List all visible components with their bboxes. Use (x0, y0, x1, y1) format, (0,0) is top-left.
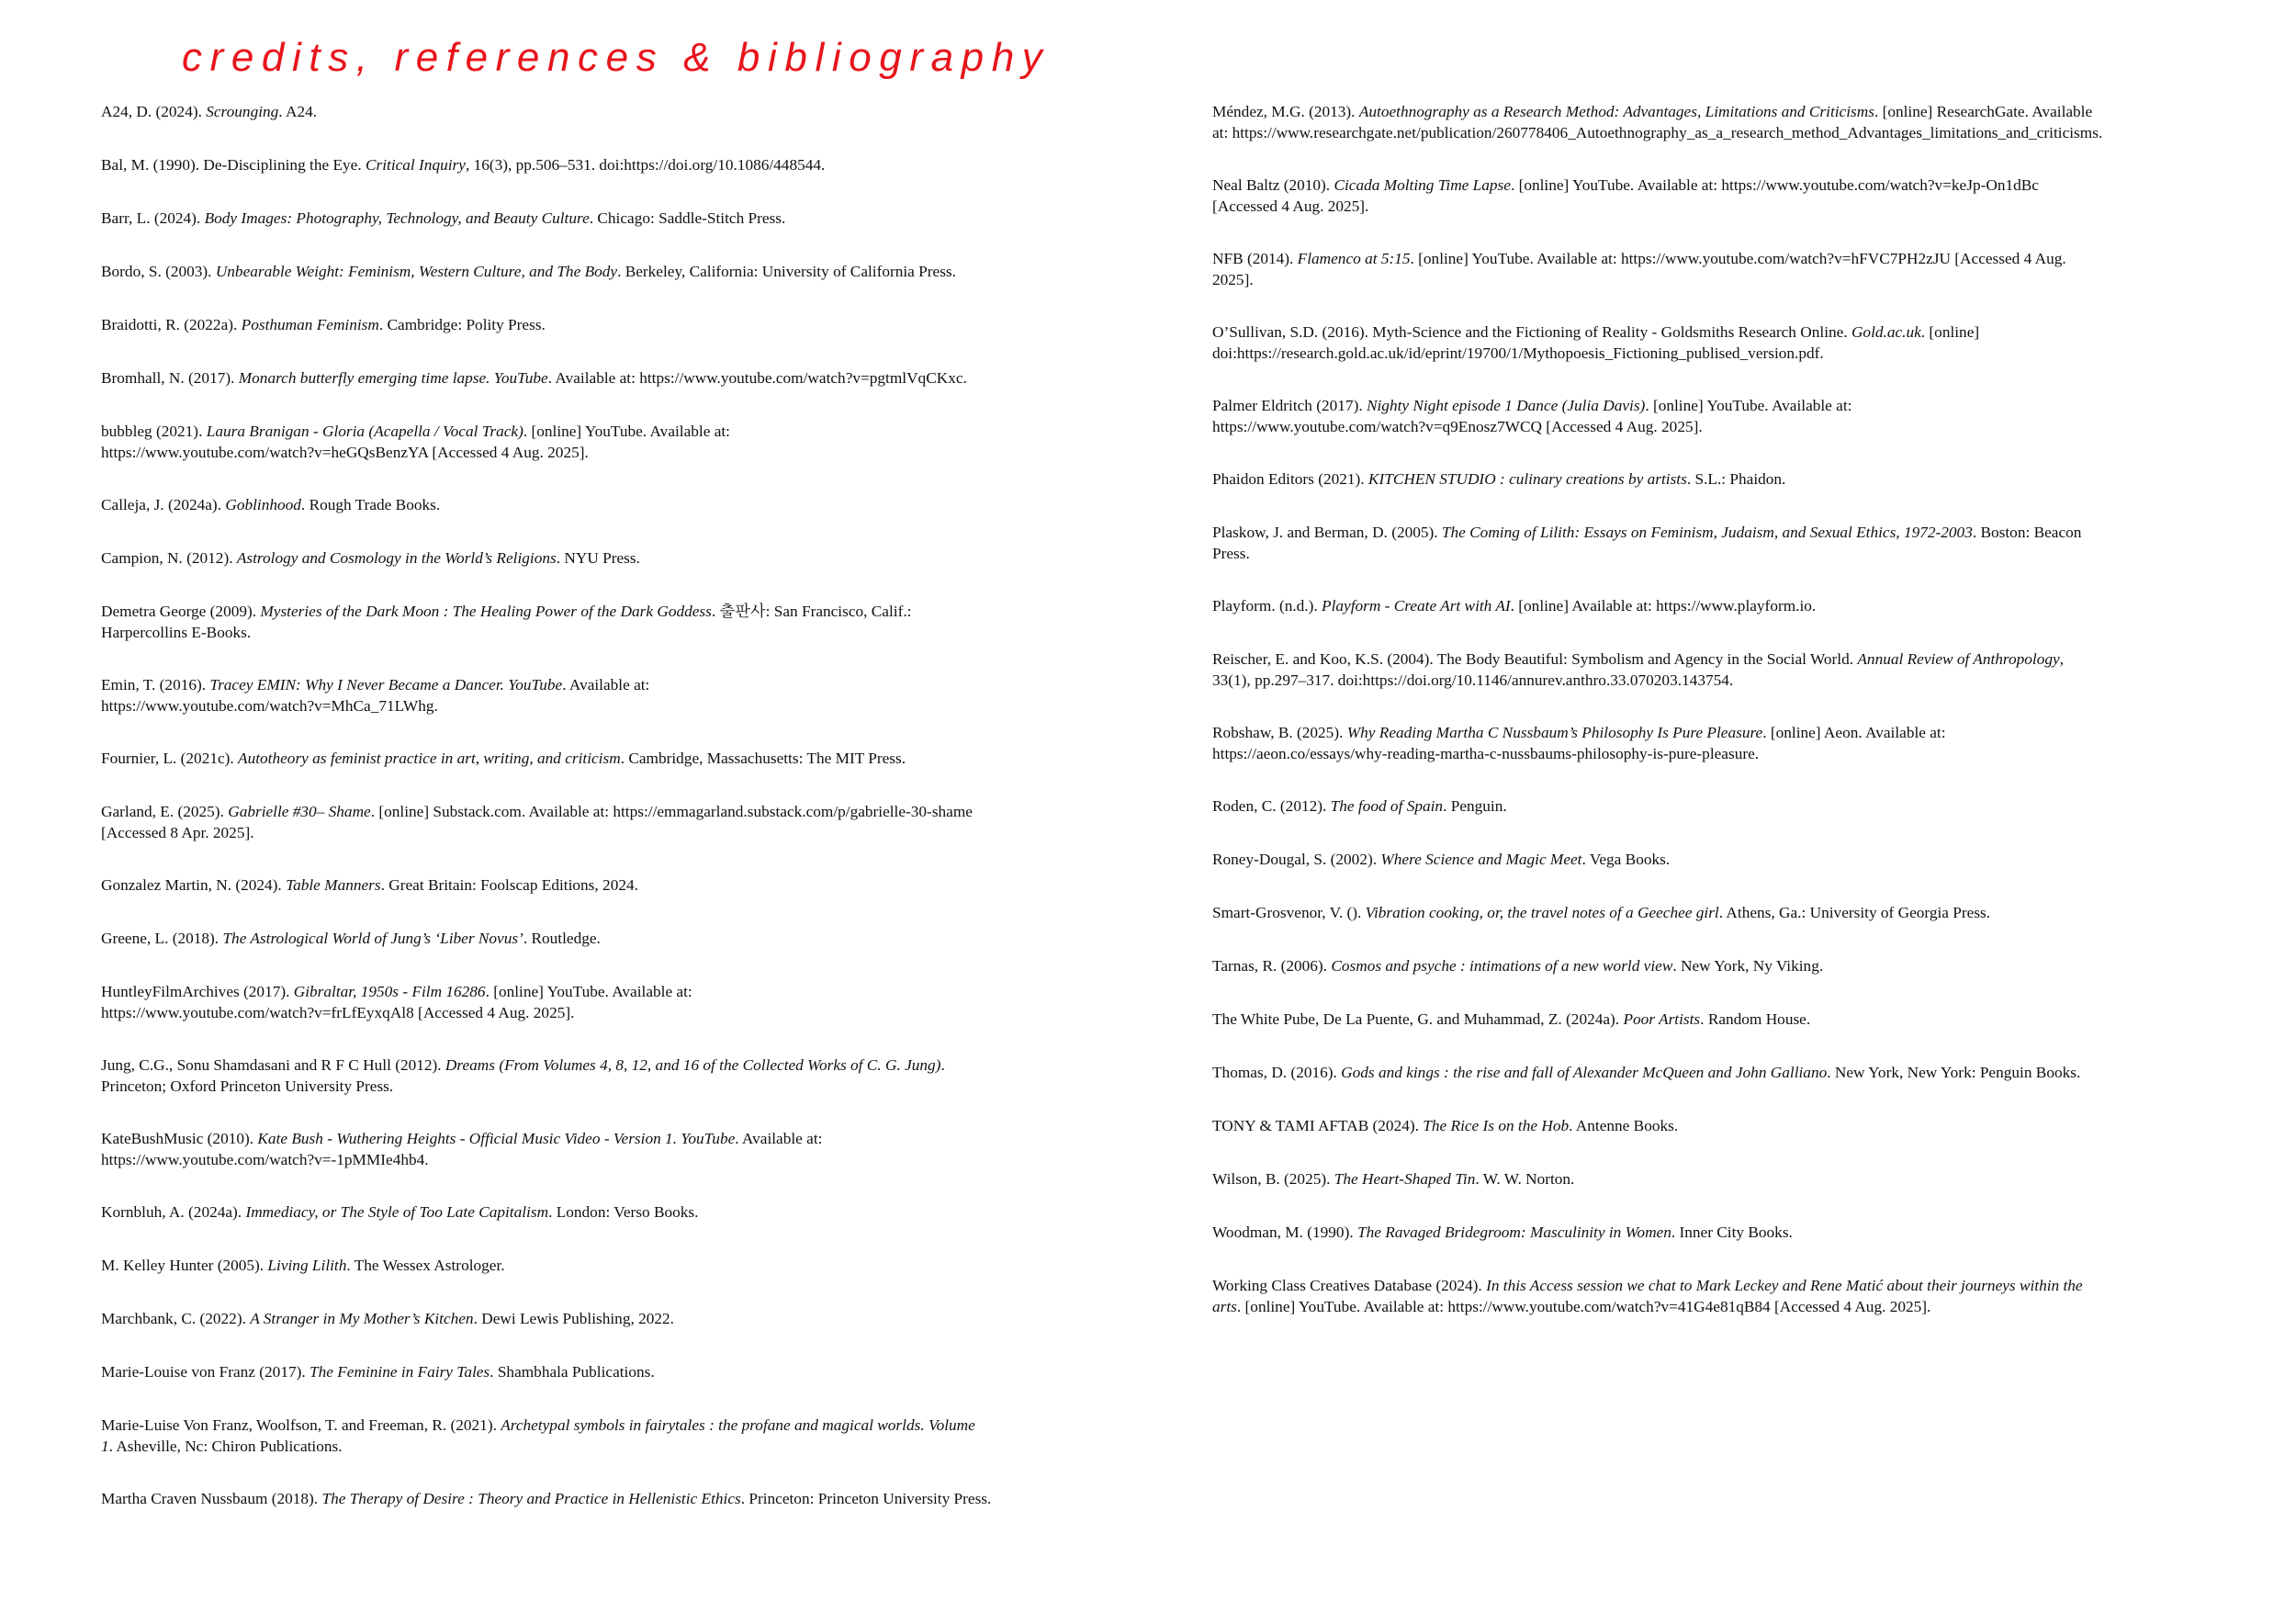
reference-entry: Méndez, M.G. (2013). Autoethnography as a Research Method: Advantages, Limitations and Criticisms. [online] ResearchGate. Available at: https://www.researchgate.net/publication/260778406_Autoethnography_as_a_research_method_Advantages_limitations_and_criticisms. (1212, 103, 2103, 141)
reference-entry: Barr, L. (2024). Body Images: Photography, Technology, and Beauty Culture. Chicago: Saddle-Stitch Press. (101, 209, 786, 227)
reference-entry: Woodman, M. (1990). The Ravaged Bridegroom: Masculinity in Women. Inner City Books. (1212, 1224, 1793, 1241)
reference-entry: M. Kelley Hunter (2005). Living Lilith. The Wessex Astrologer. (101, 1257, 505, 1274)
reference-entry: Marie-Luise Von Franz, Woolfson, T. and Freeman, R. (2021). Archetypal symbols in fairytales : the profane and magical worlds. Volume 1. Asheville, Nc: Chiron Publications. (101, 1416, 975, 1455)
page-title: credits, references & bibliography (182, 35, 1051, 80)
reference-entry: Tarnas, R. (2006). Cosmos and psyche : intimations of a new world view. New York, Ny Viking. (1212, 957, 1824, 975)
reference-entry: Garland, E. (2025). Gabrielle #30– Shame. [online] Substack.com. Available at: https://emmagarland.substack.com/p/gabrielle-30-shame [Accessed 8 Apr. 2025]. (101, 803, 973, 841)
reference-entry: A24, D. (2024). Scrounging. A24. (101, 103, 318, 120)
reference-entry: Bal, M. (1990). De-Disciplining the Eye. Critical Inquiry, 16(3), pp.506–531. doi:https://doi.org/10.1086/448544. (101, 156, 826, 174)
reference-entry: Emin, T. (2016). Tracey EMIN: Why I Never Became a Dancer. YouTube. Available at: https://www.youtube.com/watch?v=MhCa_71LWhg. (101, 676, 650, 715)
reference-entry: Braidotti, R. (2022a). Posthuman Feminism. Cambridge: Polity Press. (101, 316, 546, 333)
reference-entry: Plaskow, J. and Berman, D. (2005). The Coming of Lilith: Essays on Feminism, Judaism, and Sexual Ethics, 1972-2003. Boston: Beacon Press. (1212, 524, 2082, 562)
reference-entry: Neal Baltz (2010). Cicada Molting Time Lapse. [online] YouTube. Available at: https://www.youtube.com/watch?v=keJp-On1dBc [Accessed 4 Aug. 2025]. (1212, 176, 2039, 215)
reference-entry: Kornbluh, A. (2024a). Immediacy, or The Style of Too Late Capitalism. London: Verso Books. (101, 1203, 699, 1221)
reference-entry: HuntleyFilmArchives (2017). Gibraltar, 1950s - Film 16286. [online] YouTube. Available at: https://www.youtube.com/watch?v=frLfEyxqAl8 [Accessed 4 Aug. 2025]. (101, 983, 692, 1021)
reference-entry: Demetra George (2009). Mysteries of the Dark Moon : The Healing Power of the Dark Goddess. 출판사: San Francisco, Calif.: Harpercollins E-Books. (101, 603, 912, 641)
reference-entry: Martha Craven Nussbaum (2018). The Therapy of Desire : Theory and Practice in Hellenistic Ethics. Princeton: Princeton University Press. (101, 1490, 992, 1507)
reference-entry: Working Class Creatives Database (2024). In this Access session we chat to Mark Leckey and Rene Matić about their journeys within the arts. [online] YouTube. Available at: https://www.youtube.com/watch?v=41G4e81qB84 [Accessed 4 Aug. 2025]. (1212, 1277, 2083, 1315)
reference-entry: Palmer Eldritch (2017). Nighty Night episode 1 Dance (Julia Davis). [online] YouTube. Available at: https://www.youtube.com/watch?v=q9Enosz7WCQ [Accessed 4 Aug. 2025]. (1212, 397, 1852, 435)
reference-entry: Roden, C. (2012). The food of Spain. Penguin. (1212, 797, 1507, 815)
reference-entry: Bordo, S. (2003). Unbearable Weight: Feminism, Western Culture, and The Body. Berkeley, California: University of California Press. (101, 263, 956, 280)
reference-entry: Reischer, E. and Koo, K.S. (2004). The Body Beautiful: Symbolism and Agency in the Social World. Annual Review of Anthropology, 33(1), pp.297–317. doi:https://doi.org/10.1146/annurev.anthro.33.070203.143754. (1212, 650, 2065, 689)
reference-entry: Fournier, L. (2021c). Autotheory as feminist practice in art, writing, and criticism. Cambridge, Massachusetts: The MIT Press. (101, 750, 906, 767)
reference-entry: Playform. (n.d.). Playform - Create Art with AI. [online] Available at: https://www.playform.io. (1212, 597, 1817, 615)
reference-entry: Bromhall, N. (2017). Monarch butterfly emerging time lapse. YouTube. Available at: https://www.youtube.com/watch?v=pgtmlVqCKxc. (101, 369, 967, 387)
reference-entry: Marie-Louise von Franz (2017). The Feminine in Fairy Tales. Shambhala Publications. (101, 1363, 655, 1381)
reference-entry: Roney-Dougal, S. (2002). Where Science and Magic Meet. Vega Books. (1212, 851, 1671, 868)
reference-entry: Gonzalez Martin, N. (2024). Table Manners. Great Britain: Foolscap Editions, 2024. (101, 876, 638, 894)
reference-entry: NFB (2014). Flamenco at 5:15. [online] YouTube. Available at: https://www.youtube.com/watch?v=hFVC7PH2zJU [Accessed 4 Aug. 2025]. (1212, 250, 2066, 288)
reference-entry: Smart-Grosvenor, V. (). Vibration cooking, or, the travel notes of a Geechee girl. Athens, Ga.: University of Georgia Press. (1212, 904, 1991, 921)
reference-entry: Wilson, B. (2025). The Heart-Shaped Tin. W. W. Norton. (1212, 1170, 1575, 1188)
reference-entry: TONY & TAMI AFTAB (2024). The Rice Is on the Hob. Antenne Books. (1212, 1117, 1679, 1134)
reference-entry: Robshaw, B. (2025). Why Reading Martha C Nussbaum’s Philosophy Is Pure Pleasure. [online] Aeon. Available at: https://aeon.co/essays/why-reading-martha-c-nussbaums-philosophy-is-pure-pleasure. (1212, 724, 1946, 762)
reference-entry: KateBushMusic (2010). Kate Bush - Wuthering Heights - Official Music Video - Version 1. YouTube. Available at: https://www.youtube.com/watch?v=-1pMMIe4hb4. (101, 1130, 823, 1168)
reference-entry: Phaidon Editors (2021). KITCHEN STUDIO : culinary creations by artists. S.L.: Phaidon. (1212, 470, 1786, 488)
reference-entry: Greene, L. (2018). The Astrological World of Jung’s ‘Liber Novus’. Routledge. (101, 930, 601, 947)
reference-entry: Calleja, J. (2024a). Goblinhood. Rough Trade Books. (101, 496, 441, 513)
reference-entry: Jung, C.G., Sonu Shamdasani and R F C Hull (2012). Dreams (From Volumes 4, 8, 12, and 16 of the Collected Works of C. G. Jung). Princeton; Oxford Princeton University Press. (101, 1056, 945, 1095)
reference-entry: bubbleg (2021). Laura Branigan - Gloria (Acapella / Vocal Track). [online] YouTube. Available at: https://www.youtube.com/watch?v=heGQsBenzYA [Accessed 4 Aug. 2025]. (101, 423, 730, 461)
reference-entry: The White Pube, De La Puente, G. and Muhammad, Z. (2024a). Poor Artists. Random House. (1212, 1010, 1811, 1028)
reference-entry: Campion, N. (2012). Astrology and Cosmology in the World’s Religions. NYU Press. (101, 549, 640, 567)
reference-entry: Marchbank, C. (2022). A Stranger in My Mother’s Kitchen. Dewi Lewis Publishing, 2022. (101, 1310, 674, 1327)
reference-entry: Thomas, D. (2016). Gods and kings : the rise and fall of Alexander McQueen and John Galliano. New York, New York: Penguin Books. (1212, 1064, 2081, 1081)
reference-entry: O’Sullivan, S.D. (2016). Myth-Science and the Fictioning of Reality - Goldsmiths Research Online. Gold.ac.uk. [online] doi:https://research.gold.ac.uk/id/eprint/19700/1/Mythopoesis_Fictioning_publised_version.pdf. (1212, 323, 1980, 362)
